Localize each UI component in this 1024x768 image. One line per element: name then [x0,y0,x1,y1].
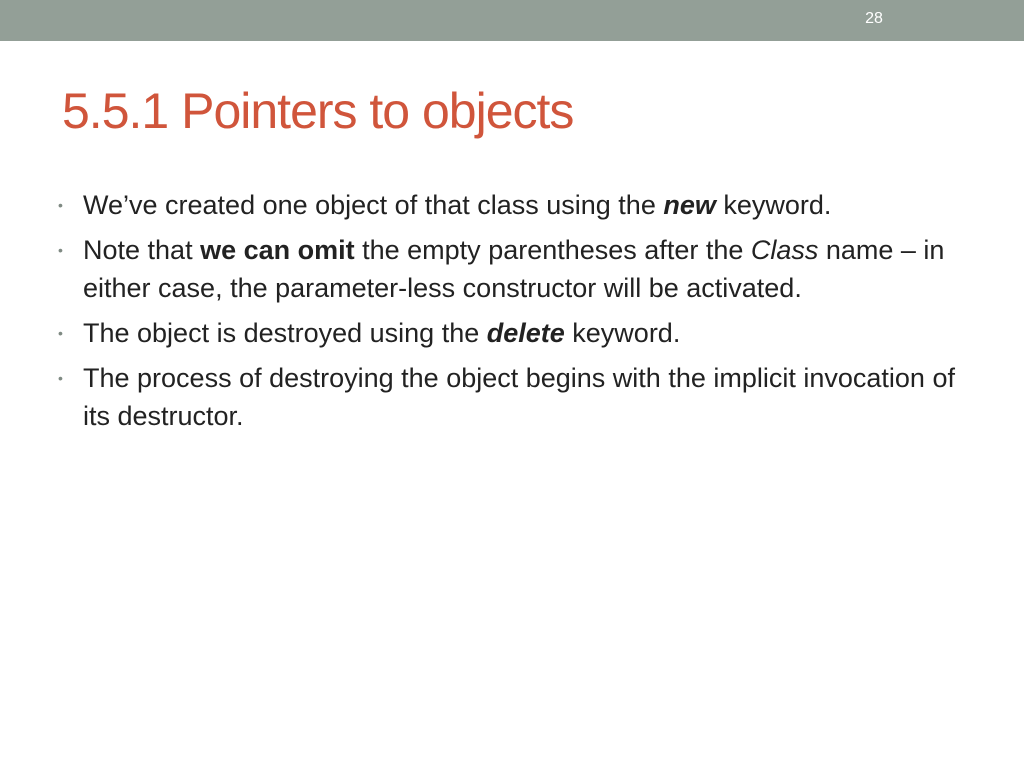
emphasis-we-can-omit: we can omit [200,235,355,265]
keyword-new: new [663,190,716,220]
bullet-text: name – in either case, the parameter-less constructor will be activated. [83,235,945,303]
bullet-dot-icon: • [58,325,63,341]
slide-number: 28 [865,10,883,27]
bullet-item [58,314,978,352]
bullet-item [58,186,978,224]
bullet-item [58,231,978,307]
bullet-list [58,186,978,442]
bullet-item [58,359,978,435]
bullet-text: We’ve created one object of that class using the [83,190,664,220]
bullet-dot-icon: • [58,242,63,258]
bullet-dot-icon: • [58,197,63,213]
emphasis-class: Class [750,235,819,265]
keyword-delete: delete [486,318,565,348]
bullet-text: The object is destroyed using the [83,318,487,348]
slide-title: 5.5.1 Pointers to objects [62,83,574,139]
bullet-text: Note that [83,235,201,265]
bullet-dot-icon: • [58,370,63,386]
bullet-text: keyword. [564,318,681,348]
header-bar [0,0,1024,41]
bullet-text: keyword. [715,190,832,220]
bullet-text: the empty parentheses after the [354,235,751,265]
bullet-text: The process of destroying the object begins with the implicit invocation of its destructor. [83,363,955,431]
